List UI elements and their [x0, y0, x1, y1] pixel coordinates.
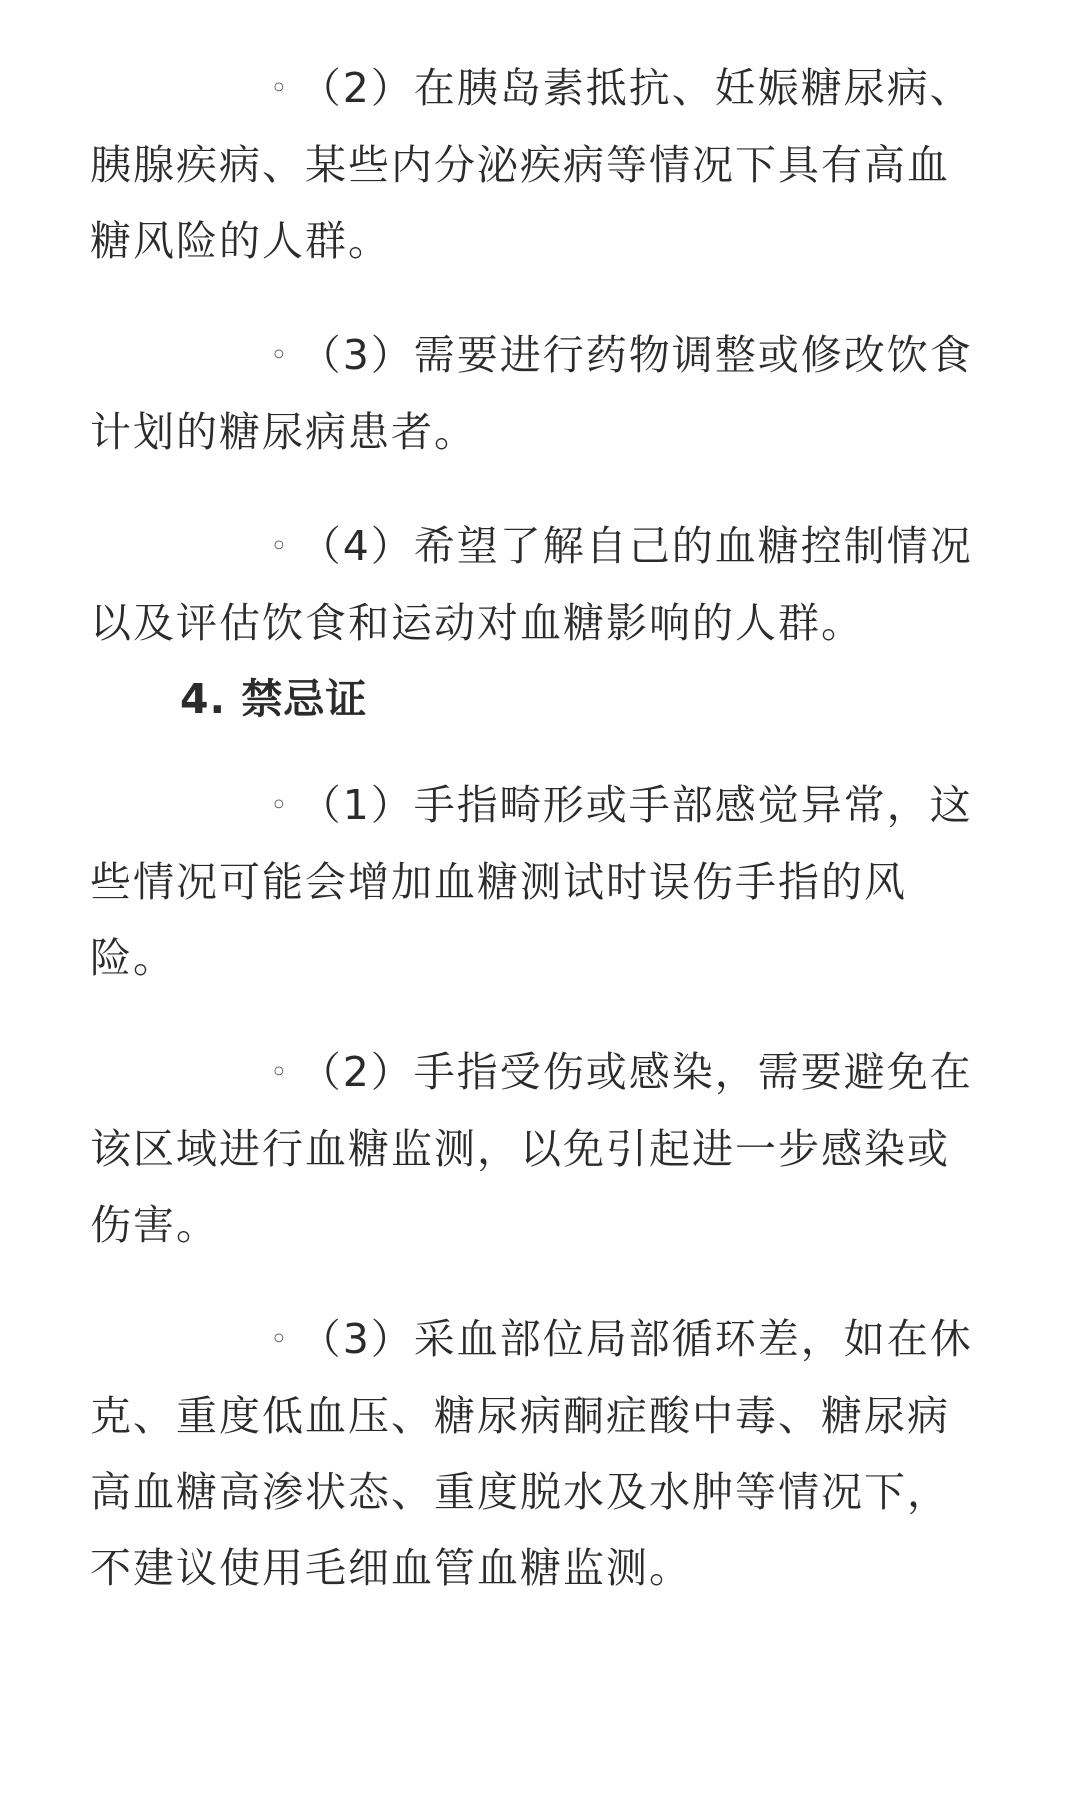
contraindication-item-2 [90, 1034, 990, 1263]
bullet-icon: ◦ [270, 788, 290, 823]
indication-text-3: （3）需要进行药物调整或修改饮食计划的糖尿病患者。 [90, 331, 973, 456]
bullet-icon: ◦ [270, 1055, 290, 1090]
bullet-icon: ◦ [270, 529, 290, 564]
section-title-contraindications: 4. 禁忌证 [180, 675, 368, 723]
contraindication-text-1: （1）手指畸形或手部感觉异常，这些情况可能会增加血糖测试时误伤手指的风险。 [90, 781, 973, 982]
indication-text-2: （2）在胰岛素抵抗、妊娠糖尿病、胰腺疾病、某些内分泌疾病等情况下具有高血糖风险的人群。 [90, 64, 973, 265]
bullet-icon: ◦ [270, 1322, 290, 1357]
indication-text-4: （4）希望了解自己的血糖控制情况以及评估饮食和运动对血糖影响的人群。 [90, 522, 973, 647]
indication-item-3 [90, 317, 990, 470]
contraindication-text-2: （2）手指受伤或感染，需要避免在该区域进行血糖监测，以免引起进一步感染或伤害。 [90, 1048, 973, 1249]
indication-item-2 [90, 50, 990, 279]
contraindication-item-3 [90, 1301, 990, 1606]
contraindication-text-3: （3）采血部位局部循环差，如在休克、重度低血压、糖尿病酮症酸中毒、糖尿病高血糖高渗状态、重度脱水及水肿等情况下，不建议使用毛细血管血糖监测。 [90, 1315, 973, 1592]
bullet-icon: ◦ [270, 338, 290, 373]
indication-item-4 [90, 508, 990, 661]
article-body [90, 50, 990, 1606]
contraindication-item-1 [90, 767, 990, 996]
bullet-icon: ◦ [270, 71, 290, 106]
